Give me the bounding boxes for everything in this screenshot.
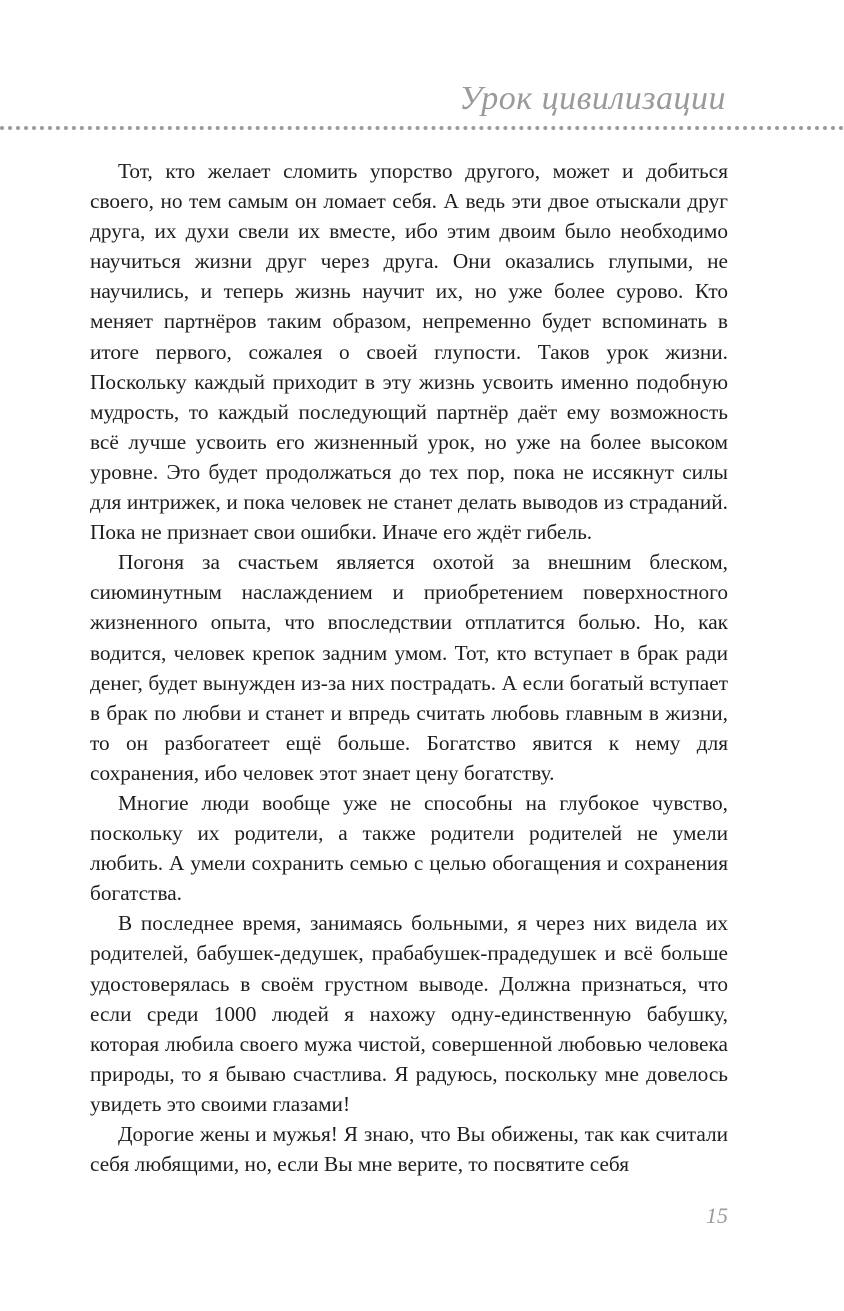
paragraph-2: Погоня за счастьем является охотой за внешним блеском, сиюминутным наслаждением и приобретением поверхностного жизненного опыта, что впоследствии отплатится болью. Но, как водится, человек крепок задним умом. Тот, кто вступает в брак ради денег, будет вынужден из-за них пострадать. А если богатый вступает в брак по любви и станет и впредь считать любовь главным в жизни, то он разбогатеет ещё больше. Богатство явится к нему для сохранения, ибо человек этот знает цену богатству. bbox=[90, 550, 728, 785]
header-dotted-rule bbox=[0, 126, 844, 130]
page-number: 15 bbox=[706, 1203, 728, 1228]
paragraph-3: Многие люди вообще уже не способны на глубокое чувство, поскольку их родители, а также родители родителей не умели любить. А умели сохранить семью с целью обогащения и сохранения богатства. bbox=[90, 790, 728, 906]
body-text bbox=[90, 156, 728, 1179]
paragraph-4: В последнее время, занимаясь больными, я через них видела их родителей, бабушек-дедушек, прабабушек-прадедушек и всё больше удостоверялась в своём грустном выводе. Должна признаться, что если среди 1000 людей я нахожу одну-единственную бабушку, которая любила своего мужа чистой, совершенной любовью человека природы, то я бываю счастлива. Я радуюсь, поскольку мне довелось увидеть это своими глазами! bbox=[90, 911, 728, 1116]
paragraph-1: Тот, кто желает сломить упорство другого, может и добиться своего, но тем самым он ломает себя. А ведь эти двое отыскали друг друга, их духи свели их вместе, ибо этим двоим было необходимо научиться жизни друг через друга. Они оказались глупыми, не научились, и теперь жизнь научит их, но уже более сурово. Кто меняет партнёров таким образом, непременно будет вспоминать в итоге первого, сожалея о своей глупости. Таков урок жизни. Поскольку каждый приходит в эту жизнь усвоить именно подобную мудрость, то каждый последующий партнёр даёт ему возможность всё лучше усвоить его жизненный урок, но уже на более высоком уровне. Это будет продолжаться до тех пор, пока не иссякнут силы для интрижек, и пока человек не станет делать выводов из страданий. Пока не признает свои ошибки. Иначе его ждёт гибель. bbox=[90, 159, 728, 545]
running-title: Урок цивилизации bbox=[459, 80, 726, 117]
paragraph-5: Дорогие жены и мужья! Я знаю, что Вы обижены, так как считали себя любящими, но, если Вы мне верите, то посвятите себя bbox=[90, 1122, 728, 1177]
